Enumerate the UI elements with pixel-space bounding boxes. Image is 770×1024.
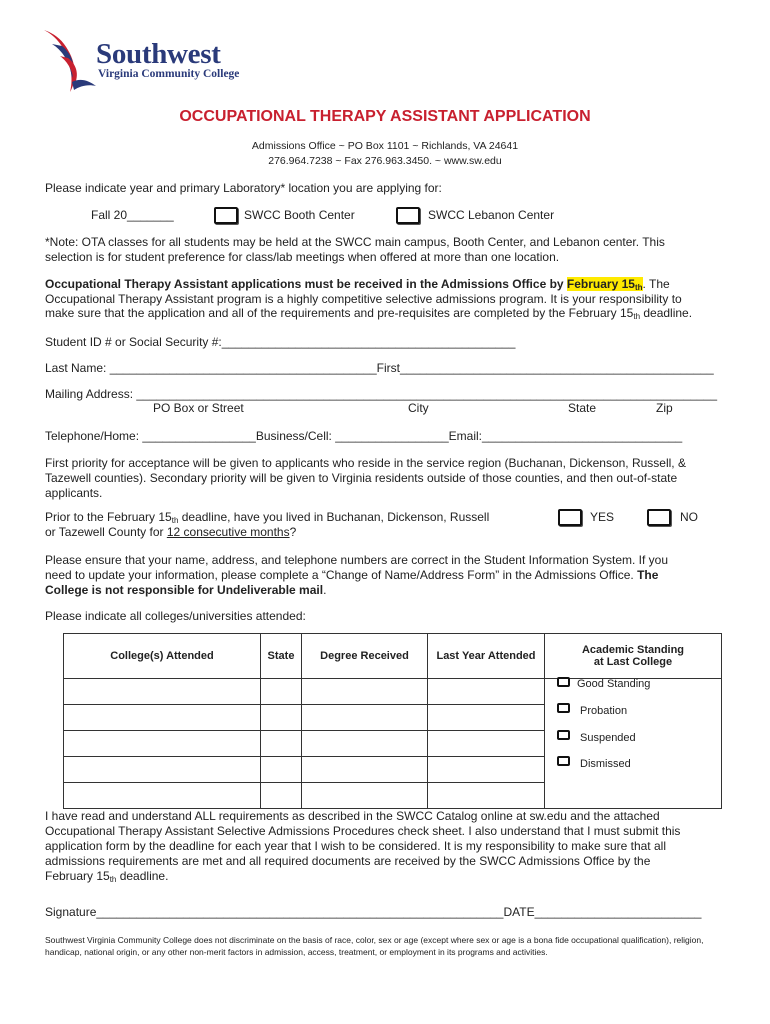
table-cell[interactable] <box>428 679 545 705</box>
good-standing-checkbox[interactable] <box>557 677 570 687</box>
priority-line-1: First priority for acceptance will be given to applicants who reside in the service region (Buchanan, Dickenson, Russell, & <box>45 456 686 470</box>
agreement-line-5-suffix: th <box>109 875 117 884</box>
probation-label: Probation <box>580 705 628 717</box>
table-cell[interactable] <box>302 705 428 731</box>
agreement-line-5 <box>45 869 168 885</box>
nondiscrimination-footer: Southwest Virginia Community College does not discriminate on the basis of race, color, sex or age (except where sex or age is a bona fide occupational qualification), religion, handicap, national origin, or any other non-merit factors in admission, access, treatment, or employment in its programs and activities. <box>45 935 704 957</box>
deadline-bold-text: Occupational Therapy Assistant applications must be received in the Admissions Office by <box>45 277 567 291</box>
residence-line-2a: or Tazewell County for <box>45 525 167 539</box>
deadline-line-3b: deadline. <box>640 306 693 320</box>
table-cell[interactable] <box>428 705 545 731</box>
residence-question-2 <box>45 525 296 540</box>
table-cell[interactable] <box>261 783 302 809</box>
priority-line-3: applicants. <box>45 486 103 500</box>
table-cell[interactable] <box>302 783 428 809</box>
table-cell[interactable] <box>428 731 545 757</box>
mailing-address-field[interactable]: Mailing Address: _______________________________________________________________________________________ <box>45 387 717 401</box>
priority-line-2: Tazewell counties). Secondary priority will be given to Virginia residents outside of those counties, and then out-of-state <box>45 471 678 485</box>
booth-center-label: SWCC Booth Center <box>244 208 355 222</box>
yes-checkbox[interactable] <box>558 509 582 526</box>
deadline-date-suffix: th <box>634 283 643 292</box>
col-header-standing <box>545 634 722 679</box>
residence-line-1a: Prior to the February 15 <box>45 510 172 524</box>
table-cell[interactable] <box>64 731 261 757</box>
ensure-line-1: Please ensure that your name, address, and telephone numbers are correct in the Student Information System. If you <box>45 553 669 567</box>
table-cell[interactable] <box>428 757 545 783</box>
suspended-checkbox[interactable] <box>557 730 570 740</box>
deadline-line-1 <box>45 277 670 293</box>
table-cell[interactable] <box>302 679 428 705</box>
logo-name: Southwest <box>96 38 221 70</box>
address-line-2: 276.964.7238 ~ Fax 276.963.3450. ~ www.sw.edu <box>268 155 502 167</box>
agreement-line-3: application form by the deadline for each year that I wish to be considered. It is my responsibility to make sure that all <box>45 839 666 853</box>
name-field[interactable]: Last Name: ________________________________________First_______________________________________________ <box>45 361 714 375</box>
no-checkbox[interactable] <box>647 509 671 526</box>
good-standing-label: Good Standing <box>577 678 651 690</box>
booth-center-checkbox[interactable] <box>214 207 238 224</box>
suspended-label: Suspended <box>580 732 636 744</box>
table-cell[interactable] <box>428 783 545 809</box>
deadline-line-3 <box>45 306 692 322</box>
residence-suffix: th <box>171 516 179 525</box>
col-header-state: State <box>261 634 302 679</box>
dismissed-checkbox[interactable] <box>557 756 570 766</box>
ensure-line-3 <box>45 583 326 598</box>
note-line-2: selection is for student preference for class/lab meetings when offered at more than one location. <box>45 250 560 264</box>
deadline-line-3a: make sure that the application and all of the requirements and pre-requisites are completed by the February 15 <box>45 306 634 320</box>
table-cell[interactable] <box>64 757 261 783</box>
residence-line-2b: ? <box>289 525 297 539</box>
po-box-label: PO Box or Street <box>153 401 244 415</box>
state-label: State <box>568 401 597 415</box>
form-title: OCCUPATIONAL THERAPY ASSISTANT APPLICATION <box>179 108 591 125</box>
agreement-line-1: I have read and understand ALL requirements as described in the SWCC Catalog online at sw.edu and the attached <box>45 809 660 823</box>
agreement-line-2: Occupational Therapy Assistant Selective Admissions Procedures check sheet. I also understand that I must submit this <box>45 824 681 838</box>
col-header-degree: Degree Received <box>302 634 428 679</box>
logo-subtitle: Virginia Community College <box>98 68 240 80</box>
city-label: City <box>408 401 429 415</box>
col-header-college: College(s) Attended <box>64 634 261 679</box>
ensure-line-2a: need to update your information, please complete a “Change of Name/Address Form” in the Admissions Office. <box>45 568 638 582</box>
dismissed-label: Dismissed <box>580 758 631 770</box>
fall-year-field[interactable]: Fall 20_______ <box>91 208 174 222</box>
table-cell[interactable] <box>261 757 302 783</box>
colleges-table <box>63 633 722 809</box>
table-cell[interactable] <box>261 705 302 731</box>
yes-label: YES <box>590 510 615 524</box>
ensure-line-2b: The <box>637 568 659 582</box>
ensure-line-2 <box>45 568 658 583</box>
deadline-date-text: February 15 <box>566 277 635 291</box>
residence-line-2-underline: 12 consecutive months <box>166 525 290 539</box>
deadline-line-2: Occupational Therapy Assistant program is a highly competitive selective admissions program. It is your responsibility to <box>45 292 682 306</box>
zip-label: Zip <box>656 401 673 415</box>
colleges-prompt: Please indicate all colleges/universities attended: <box>45 609 306 623</box>
residence-question-1 <box>45 510 489 526</box>
deadline-date <box>567 277 643 291</box>
agreement-line-4: admissions requirements are met and all required documents are received by the SWCC Admissions Office by the <box>45 854 651 868</box>
table-cell[interactable] <box>64 705 261 731</box>
table-cell[interactable] <box>261 679 302 705</box>
agreement-line-5b: deadline. <box>116 869 169 883</box>
table-cell[interactable] <box>64 679 261 705</box>
phone-field[interactable]: Telephone/Home: _________________Business/Cell: _________________Email:______________________________ <box>45 429 683 443</box>
standing-header-2: at Last College <box>593 656 673 668</box>
standing-header-1: Academic Standing <box>581 644 685 656</box>
address-line-1: Admissions Office ~ PO Box 1101 ~ Richlands, VA 24641 <box>251 140 519 152</box>
probation-checkbox[interactable] <box>557 703 570 713</box>
ensure-line-3-bold: College is not responsible for Undeliverable mail <box>45 583 324 597</box>
no-label: NO <box>680 510 698 524</box>
student-id-field[interactable]: Student ID # or Social Security #:____________________________________________ <box>45 335 516 349</box>
lebanon-center-checkbox[interactable] <box>396 207 420 224</box>
table-cell[interactable] <box>261 731 302 757</box>
location-prompt: Please indicate year and primary Laboratory* location you are applying for: <box>45 181 442 195</box>
deadline-after: . The <box>642 277 670 291</box>
deadline-line-3-suffix: th <box>633 312 641 321</box>
residence-line-1b: deadline, have you lived in Buchanan, Dickenson, Russell <box>178 510 490 524</box>
ensure-line-3-end: . <box>323 583 327 597</box>
note-line-1: *Note: OTA classes for all students may be held at the SWCC main campus, Booth Center, and Lebanon center. This <box>45 235 665 249</box>
table-cell[interactable] <box>302 757 428 783</box>
col-header-last-year: Last Year Attended <box>428 634 545 679</box>
college-logo-icon <box>42 26 98 94</box>
agreement-line-5a: February 15 <box>45 869 110 883</box>
table-cell[interactable] <box>64 783 261 809</box>
lebanon-center-label: SWCC Lebanon Center <box>428 208 555 222</box>
signature-field[interactable]: Signature_____________________________________________________________DATE_________________________ <box>45 905 702 919</box>
table-cell[interactable] <box>302 731 428 757</box>
